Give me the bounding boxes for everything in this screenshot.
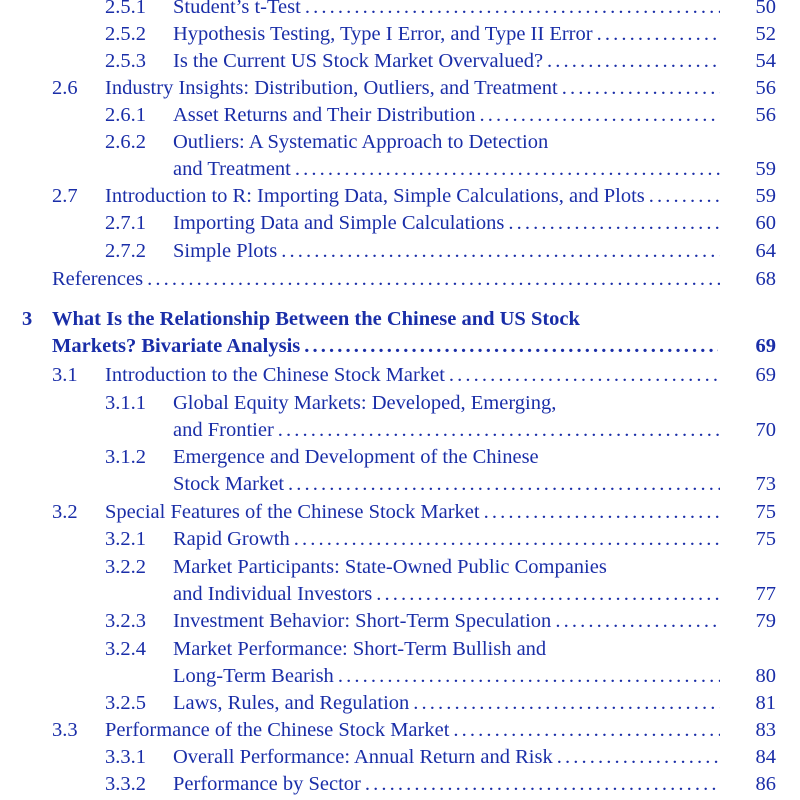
toc-page-number: 73: [755, 473, 776, 495]
toc-entry-title: Performance of the Chinese Stock Market: [105, 719, 450, 741]
toc-section-entry[interactable]: [0, 608, 800, 635]
toc-page-number: 54: [755, 50, 776, 72]
toc-section-entry[interactable]: [0, 744, 800, 771]
toc-entry-title: Stock Market: [173, 473, 285, 495]
toc-references-entry[interactable]: [0, 266, 800, 293]
toc-page-number: 56: [755, 104, 776, 126]
toc-entry-title: Importing Data and Simple Calculations: [173, 212, 505, 234]
toc-entry-number: 3.3.2: [105, 773, 146, 795]
toc-entry-title: Rapid Growth: [173, 528, 290, 550]
toc-entry-number: 2.7: [52, 185, 78, 207]
toc-entry-number: 2.5.2: [105, 23, 146, 45]
toc-entry-number: 3.2.4: [105, 638, 146, 660]
toc-entry-title: Overall Performance: Annual Return and Risk: [173, 746, 553, 768]
toc-section-entry[interactable]: [0, 771, 800, 798]
toc-entry-number: 3.1.2: [105, 446, 146, 468]
toc-section-entry[interactable]: [0, 444, 800, 498]
toc-entry-title: Is the Current US Stock Market Overvalued?: [173, 50, 544, 72]
toc-entry-number: 3: [22, 308, 33, 330]
toc-page-number: 68: [755, 268, 776, 290]
toc-section-entry[interactable]: [0, 210, 800, 237]
toc-section-entry[interactable]: [0, 690, 800, 717]
toc-entry-title: Performance by Sector: [173, 773, 361, 795]
toc-dot-leader: [480, 102, 720, 129]
toc-dot-leader: [555, 608, 720, 635]
toc-chapter-entry[interactable]: [0, 306, 800, 360]
toc-section-entry[interactable]: [0, 636, 800, 690]
toc-page-number: 70: [755, 419, 776, 441]
toc-dot-leader: [562, 75, 720, 102]
toc-entry-number: 3.2.5: [105, 692, 146, 714]
toc-entry-title: Introduction to the Chinese Stock Market: [105, 364, 445, 386]
toc-dot-leader: [597, 21, 720, 48]
toc-section-entry[interactable]: [0, 499, 800, 526]
toc-section-entry[interactable]: [0, 75, 800, 102]
toc-entry-number: 2.5.3: [105, 50, 146, 72]
toc-dot-leader: [484, 499, 720, 526]
toc-section-entry[interactable]: [0, 48, 800, 75]
toc-page-number: 50: [755, 0, 776, 18]
toc-dot-leader: [557, 744, 720, 771]
toc-entry-number: 2.6.1: [105, 104, 146, 126]
toc-dot-leader: [288, 471, 720, 498]
toc-page-number: 81: [755, 692, 776, 714]
toc-section-entry[interactable]: [0, 362, 800, 389]
toc-entry-title: Emergence and Development of the Chinese: [173, 446, 539, 468]
toc-entry-title: and Frontier: [173, 419, 274, 441]
toc-dot-leader: [453, 717, 720, 744]
toc-page-number: 59: [755, 158, 776, 180]
toc-entry-title: Global Equity Markets: Developed, Emerging,: [173, 392, 557, 414]
toc-dot-leader: [305, 0, 720, 21]
toc-entry-number: 3.1.1: [105, 392, 146, 414]
toc-dot-leader: [294, 526, 720, 553]
toc-page-number: 75: [755, 528, 776, 550]
toc-section-entry[interactable]: [0, 526, 800, 553]
toc-dot-leader: [547, 48, 720, 75]
toc-entry-title: Market Performance: Short-Term Bullish and: [173, 638, 547, 660]
toc-entry-number: 3.1: [52, 364, 78, 386]
toc-section-entry[interactable]: [0, 238, 800, 265]
toc-entry-title: What Is the Relationship Between the Chinese and US Stock: [52, 308, 580, 330]
toc-page-number: 84: [755, 746, 776, 768]
toc-entry-title: Special Features of the Chinese Stock Market: [105, 501, 480, 523]
toc-entry-title: Simple Plots: [173, 240, 278, 262]
toc-entry-title: Introduction to R: Importing Data, Simple Calculations, and Plots: [105, 185, 645, 207]
toc-entry-number: 3.2.1: [105, 528, 146, 550]
toc-entry-number: 3.2.3: [105, 610, 146, 632]
toc-entry-title: Student’s t-Test: [173, 0, 301, 18]
toc-page-number: 69: [755, 364, 776, 386]
toc-entry-title: Long-Term Bearish: [173, 665, 334, 687]
toc-entry-number: 2.7.1: [105, 212, 146, 234]
toc-entry-title: and Individual Investors: [173, 583, 373, 605]
toc-dot-leader: [365, 771, 720, 798]
toc-page-number: 86: [755, 773, 776, 795]
toc-dot-leader: [649, 183, 720, 210]
toc-entry-number: 3.2.2: [105, 556, 146, 578]
toc-page-number: 80: [755, 665, 776, 687]
toc-dot-leader: [281, 238, 720, 265]
toc-entry-title: Markets? Bivariate Analysis: [52, 335, 301, 357]
toc-entry-number: 3.3: [52, 719, 78, 741]
toc-dot-leader: [508, 210, 720, 237]
toc-section-entry[interactable]: [0, 390, 800, 444]
toc-page-number: 60: [755, 212, 776, 234]
toc-dot-leader: [338, 663, 720, 690]
toc-entry-title: and Treatment: [173, 158, 291, 180]
toc-page-number: 64: [755, 240, 776, 262]
toc-section-entry[interactable]: [0, 21, 800, 48]
toc-page-number: 56: [755, 77, 776, 99]
toc-entry-title: Asset Returns and Their Distribution: [173, 104, 476, 126]
toc-entry-title: Hypothesis Testing, Type I Error, and Type II Error: [173, 23, 593, 45]
toc-dot-leader: [376, 581, 720, 608]
toc-entry-title: Outliers: A Systematic Approach to Detection: [173, 131, 549, 153]
toc-page-number: 52: [755, 23, 776, 45]
toc-section-entry[interactable]: [0, 183, 800, 210]
toc-entry-number: 2.5.1: [105, 0, 146, 18]
toc-entry-number: 3.2: [52, 501, 78, 523]
toc-page-number: 83: [755, 719, 776, 741]
toc-section-entry[interactable]: [0, 0, 800, 21]
toc-entry-title: Laws, Rules, and Regulation: [173, 692, 410, 714]
toc-entry-number: 3.3.1: [105, 746, 146, 768]
toc-entry-number: 2.6: [52, 77, 78, 99]
toc-section-entry[interactable]: [0, 102, 800, 129]
toc-page-number: 59: [755, 185, 776, 207]
toc-page-number: 79: [755, 610, 776, 632]
toc-dot-leader: [304, 333, 718, 360]
toc-section-entry[interactable]: [0, 717, 800, 744]
toc-entry-number: 2.7.2: [105, 240, 146, 262]
toc-page-number: 75: [755, 501, 776, 523]
toc-entry-title: Industry Insights: Distribution, Outliers, and Treatment: [105, 77, 558, 99]
toc-entry-title: Market Participants: State-Owned Public Companies: [173, 556, 607, 578]
toc-page-number: 69: [755, 335, 776, 357]
toc-dot-leader: [413, 690, 720, 717]
toc-section-entry[interactable]: [0, 554, 800, 608]
toc-entry-title: References: [52, 268, 144, 290]
toc-dot-leader: [449, 362, 720, 389]
toc-dot-leader: [147, 266, 720, 293]
toc-section-entry[interactable]: [0, 129, 800, 183]
toc-page-number: 77: [755, 583, 776, 605]
toc-entry-number: 2.6.2: [105, 131, 146, 153]
toc-dot-leader: [295, 156, 720, 183]
toc-dot-leader: [278, 417, 720, 444]
toc-entry-title: Investment Behavior: Short-Term Speculation: [173, 610, 552, 632]
